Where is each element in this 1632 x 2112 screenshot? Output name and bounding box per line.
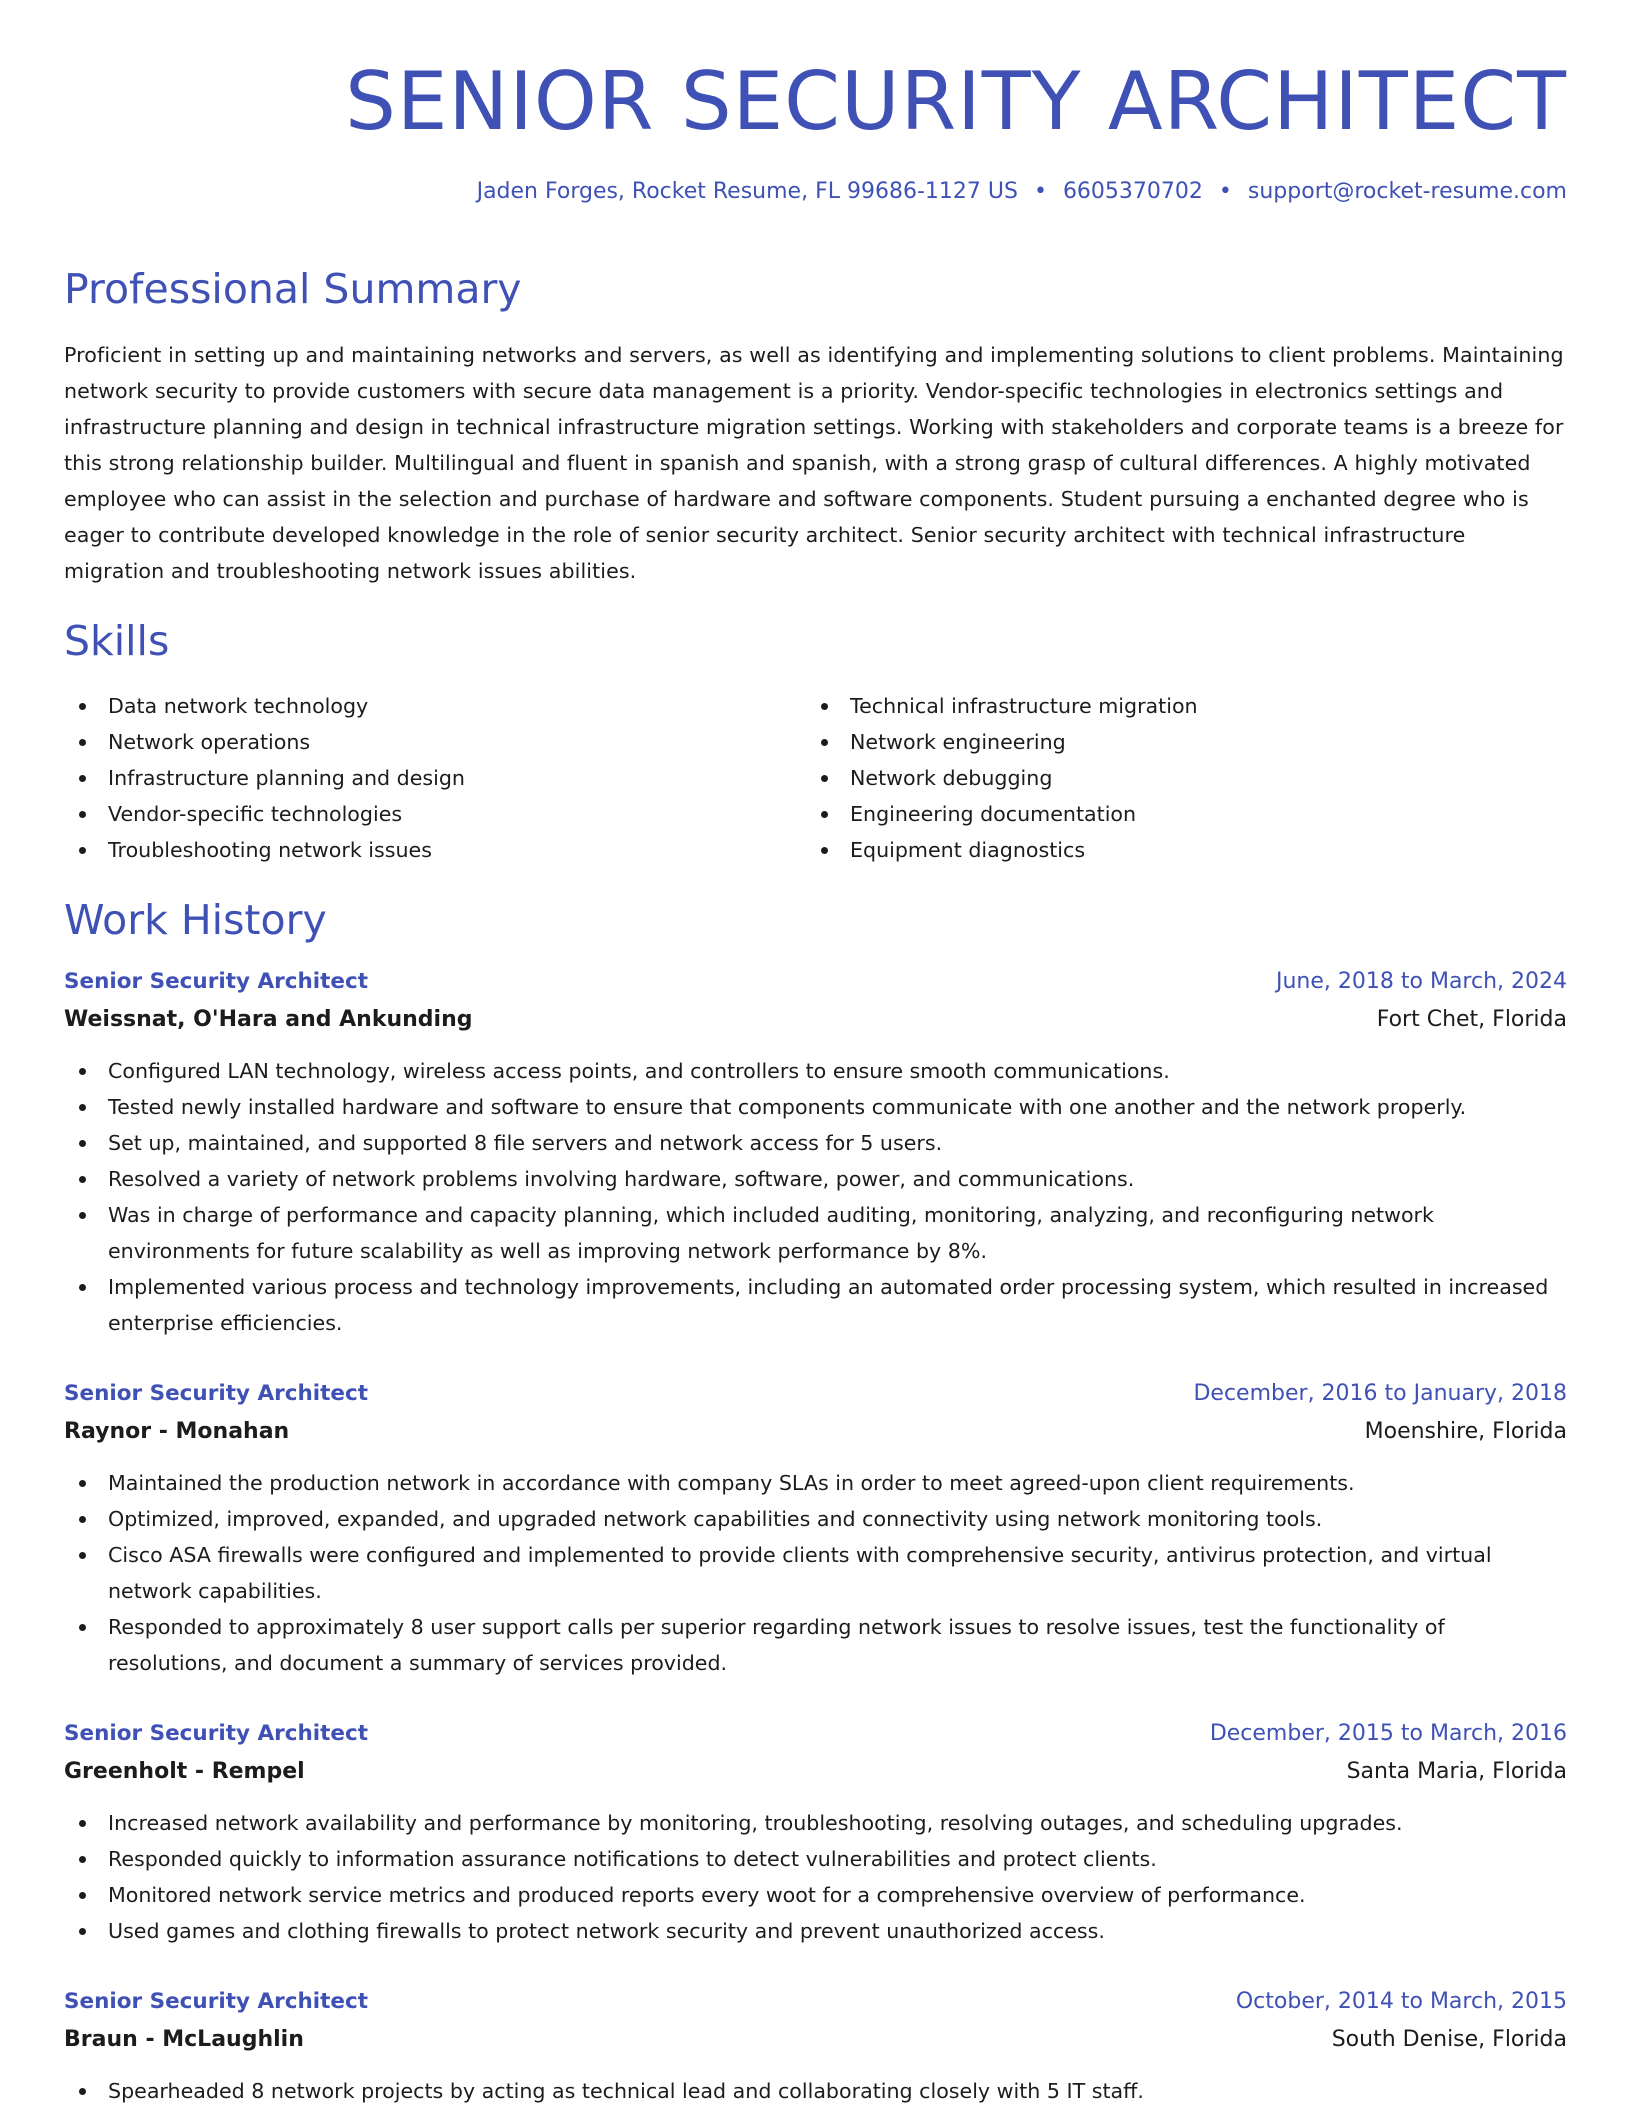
job-bullets (64, 1053, 1567, 1341)
job-company: Braun - McLaughlin (64, 2026, 304, 2052)
skills-heading: Skills (64, 616, 170, 665)
job-title: Senior Security Architect (64, 1380, 369, 1406)
skills-column-right (806, 688, 1548, 868)
skill-item: Infrastructure planning and design (64, 760, 806, 796)
job-bullet: Monitored network service metrics and produced reports every woot for a comprehensive overview of performance. (64, 1877, 1567, 1913)
job-location: Fort Chet, Florida (1376, 1006, 1567, 1032)
job-bullet: Implemented various process and technology improvements, including an automated order processing system, which resulted in increased enterprise efficiencies. (64, 1269, 1567, 1341)
job-title: Senior Security Architect (64, 968, 369, 994)
job-header-row (64, 1715, 1567, 1753)
job-title: Senior Security Architect (64, 1988, 369, 2014)
contact-phone: 6605370702 (1062, 179, 1203, 204)
job-bullet: Set up, maintained, and supported 8 file servers and network access for 5 users. (64, 1125, 1567, 1161)
contact-separator: • (1218, 179, 1232, 204)
contact-email[interactable]: support@rocket-resume.com (1247, 179, 1567, 204)
job-entry (64, 1715, 1567, 1949)
job-bullet: Tested newly installed hardware and software to ensure that components communicate with one another and the network properly. (64, 1089, 1567, 1125)
job-company-row (64, 1753, 1567, 1791)
job-bullets (64, 1465, 1567, 1681)
job-dates: June, 2018 to March, 2024 (1276, 968, 1567, 994)
work-history-heading: Work History (64, 895, 327, 944)
job-bullet: Used games and clothing firewalls to protect network security and prevent unauthorized access. (64, 1913, 1567, 1949)
job-bullet: Spearheaded 8 network projects by acting as technical lead and collaborating closely with 5 IT staff. (64, 2073, 1567, 2109)
skill-item: Network debugging (806, 760, 1548, 796)
summary-text: Proficient in setting up and maintaining networks and servers, as well as identifying and implementing solutions to client problems. Maintaining network security to provide customers with secure data management is a priority. Vendor-specific technologies in electronics settings and infrastructure planning and design in technical infrastructure migration settings. Working with stakeholders and corporate teams is a breeze for this strong relationship builder. Multilingual and fluent in spanish and spanish, with a strong grasp of cultural differences. A highly motivated employee who can assist in the selection and purchase of hardware and software components. Student pursuing a enchanted degree who is eager to contribute developed knowledge in the role of senior security architect. Senior security architect with technical infrastructure migration and troubleshooting network issues abilities. (64, 342, 1564, 583)
job-bullet: Configured LAN technology, wireless access points, and controllers to ensure smooth communications. (64, 1053, 1567, 1089)
skill-item: Data network technology (64, 688, 806, 724)
job-location: Santa Maria, Florida (1346, 1758, 1567, 1784)
skill-item: Network operations (64, 724, 806, 760)
job-company-row (64, 1001, 1567, 1039)
skill-item: Engineering documentation (806, 796, 1548, 832)
contact-line (64, 179, 1567, 205)
job-bullets (64, 2073, 1567, 2109)
job-company-row (64, 1413, 1567, 1451)
resume-title: SENIOR SECURITY ARCHITECT (345, 55, 1567, 148)
job-bullet: Cisco ASA firewalls were configured and implemented to provide clients with comprehensive security, antivirus protection, and virtual network capabilities. (64, 1537, 1567, 1609)
job-header-row (64, 1375, 1567, 1413)
job-dates: December, 2015 to March, 2016 (1209, 1720, 1567, 1746)
contact-address: Jaden Forges, Rocket Resume, FL 99686-1127 US (476, 179, 1018, 204)
job-company: Raynor - Monahan (64, 1418, 290, 1444)
job-bullet: Increased network availability and performance by monitoring, troubleshooting, resolving outages, and scheduling upgrades. (64, 1805, 1567, 1841)
job-location: Moenshire, Florida (1364, 1418, 1567, 1444)
job-company: Weissnat, O'Hara and Ankunding (64, 1006, 473, 1032)
skill-item: Troubleshooting network issues (64, 832, 806, 868)
resume-page (64, 0, 1567, 2109)
job-bullet: Maintained the production network in accordance with company SLAs in order to meet agreed-upon client requirements. (64, 1465, 1567, 1501)
job-bullet: Was in charge of performance and capacity planning, which included auditing, monitoring, analyzing, and reconfiguring network environments for future scalability as well as improving network performance by 8%. (64, 1197, 1567, 1269)
job-entry (64, 1983, 1567, 2109)
job-dates: December, 2016 to January, 2018 (1193, 1380, 1567, 1406)
contact-separator: • (1033, 179, 1047, 204)
job-location: South Denise, Florida (1331, 2026, 1567, 2052)
job-company-row (64, 2021, 1567, 2059)
skill-item: Technical infrastructure migration (806, 688, 1548, 724)
job-bullets (64, 1805, 1567, 1949)
job-header-row (64, 1983, 1567, 2021)
job-bullet: Resolved a variety of network problems involving hardware, software, power, and communications. (64, 1161, 1567, 1197)
job-header-row (64, 963, 1567, 1001)
skills-column-left (64, 688, 806, 868)
skill-item: Network engineering (806, 724, 1548, 760)
job-title: Senior Security Architect (64, 1720, 369, 1746)
job-dates: October, 2014 to March, 2015 (1235, 1988, 1567, 2014)
skill-item: Vendor-specific technologies (64, 796, 806, 832)
job-bullet: Responded to approximately 8 user support calls per superior regarding network issues to resolve issues, test the functionality of resolutions, and document a summary of services provided. (64, 1609, 1567, 1681)
job-bullet: Responded quickly to information assurance notifications to detect vulnerabilities and protect clients. (64, 1841, 1567, 1877)
job-entry (64, 1375, 1567, 1681)
skill-item: Equipment diagnostics (806, 832, 1548, 868)
job-company: Greenholt - Rempel (64, 1758, 305, 1784)
job-bullet: Optimized, improved, expanded, and upgraded network capabilities and connectivity using network monitoring tools. (64, 1501, 1567, 1537)
skills-list (64, 688, 1567, 868)
job-entry (64, 963, 1567, 1341)
summary-heading: Professional Summary (64, 265, 522, 314)
